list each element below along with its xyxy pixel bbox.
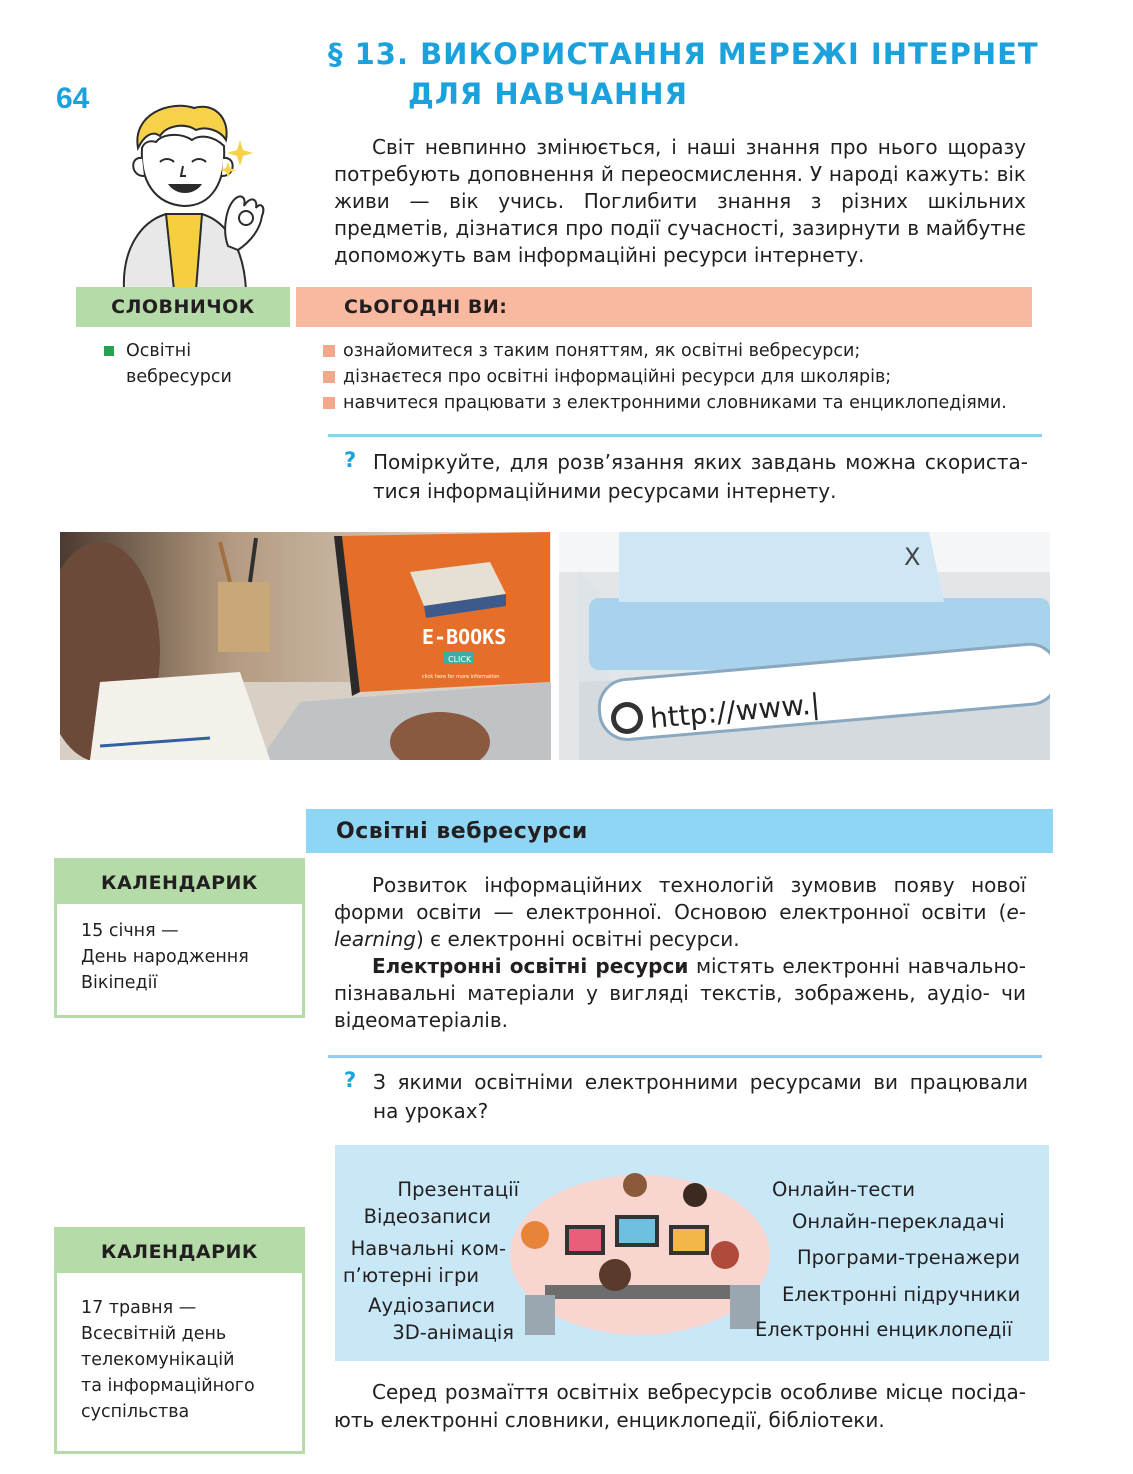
list-item: ознайомитеся з таким поняттям, як освітні вебресурси; xyxy=(323,338,1007,364)
glossary-item-line1: Освітні xyxy=(126,341,192,361)
glossary-item-line2: вебресурси xyxy=(126,367,232,387)
resource-label: Електронні енциклопедії xyxy=(755,1318,1013,1341)
resource-label: Відеозаписи xyxy=(363,1205,491,1228)
today-list xyxy=(323,338,1007,416)
question-text: Поміркуйте, для розв’язання яких завдань можна скориста- тися інформаційними ресурсами інтернету. xyxy=(373,450,1028,503)
calendar-line: 17 травня — xyxy=(81,1298,197,1318)
calendar-line: суспільства xyxy=(81,1402,190,1422)
resource-label: Онлайн-перекладачі xyxy=(792,1210,1005,1233)
resource-label: Навчальні ком- xyxy=(350,1237,506,1260)
photo-laptop xyxy=(60,532,551,760)
title-line-2: ДЛЯ НАВЧАННЯ xyxy=(408,77,688,111)
calendar-line: Вікіпедії xyxy=(81,973,158,993)
closing-text: Серед розмаїття освітніх вебресурсів особливе місце посіда- ють електронні словники, енциклопедії, бібліотеки. xyxy=(334,1380,1026,1432)
resource-label: Презентації xyxy=(397,1178,519,1201)
resource-label: 3D-анімація xyxy=(392,1321,514,1344)
resource-label: Аудіозаписи xyxy=(368,1294,495,1317)
calendar-line: День народження xyxy=(81,947,249,967)
section-title: Освітні вебресурси xyxy=(306,809,1053,853)
calendar-line: та інформаційного xyxy=(81,1376,255,1396)
ebooks-click: CLICK xyxy=(448,655,472,664)
list-item: дізнаєтеся про освітні інформаційні ресурси для школярів; xyxy=(323,364,1007,390)
page-number: 64 xyxy=(56,82,90,115)
intro-paragraph xyxy=(334,134,1026,269)
bullet-square-icon xyxy=(104,346,114,356)
resource-label: Електронні підручники xyxy=(782,1283,1021,1306)
question-block-1 xyxy=(344,448,1028,506)
ebooks-small-text: click here for more information xyxy=(422,674,500,680)
section-body xyxy=(334,872,1026,1034)
calendar-header: КАЛЕНДАРИК xyxy=(57,1230,302,1273)
section-paragraph-1: Розвиток інформаційних технологій зумовив появу нової форми освіти — електронної. Основою електронної освіти (e-learning) є електронні освітні ресурси. xyxy=(334,873,1026,951)
question-block-2 xyxy=(344,1068,1028,1126)
glossary-list xyxy=(104,338,232,390)
question-mark-icon: ? xyxy=(344,448,357,472)
list-item: навчитеся працювати з електронними словниками та енциклопедіями. xyxy=(323,390,1007,416)
page-title xyxy=(328,34,1039,114)
glossary-header: СЛОВНИЧОК xyxy=(76,287,290,327)
title-line-1: § 13. ВИКОРИСТАННЯ МЕРЕЖІ ІНТЕРНЕТ xyxy=(328,37,1039,71)
calendar-text xyxy=(57,904,302,996)
url-text: http://www.| xyxy=(648,687,822,735)
bullet-square-icon xyxy=(323,397,335,409)
calendar-line: 15 січня — xyxy=(81,921,179,941)
calendar-box-2 xyxy=(54,1227,305,1454)
boy-illustration xyxy=(110,100,270,290)
closing-paragraph xyxy=(334,1378,1026,1434)
resources-diagram xyxy=(335,1145,1049,1361)
photo-browser xyxy=(559,532,1050,760)
section-paragraph-2: Електронні освітні ресурси містять електронні навчально-пізнавальні матеріали у вигляді текстів, зображень, аудіо- чи відеоматеріалів. xyxy=(334,954,1026,1032)
question-text: З якими освітніми електронними ресурсами ви працювали на уроках? xyxy=(373,1070,1028,1123)
question-mark-icon: ? xyxy=(344,1068,357,1092)
kids-computers-illustration xyxy=(505,1165,775,1345)
calendar-box-1 xyxy=(54,858,305,1018)
bullet-square-icon xyxy=(323,371,335,383)
calendar-line: телекомунікацій xyxy=(81,1350,235,1370)
resource-label: п’ютерні ігри xyxy=(342,1264,479,1287)
divider xyxy=(328,434,1042,437)
today-header: СЬОГОДНІ ВИ: xyxy=(296,287,1032,327)
divider xyxy=(328,1055,1042,1058)
calendar-header: КАЛЕНДАРИК xyxy=(57,861,302,904)
intro-text: Світ невпинно змінюється, і наші знання про нього щоразу потребують доповнення й переосмислення. У народі кажуть: вік живи — вік учись. Поглибити знання з різних шкільних предметів, дізнатися про події сучасності, зазирнути в майбутнє допоможуть вам інформаційні ресурси інтернету. xyxy=(334,135,1026,267)
resource-label: Програми-тренажери xyxy=(797,1246,1021,1269)
resource-label: Онлайн-тести xyxy=(772,1178,916,1201)
ebooks-title: E-BOOKS xyxy=(422,625,507,649)
calendar-text xyxy=(57,1273,302,1425)
calendar-line: Всесвітній день xyxy=(81,1324,227,1344)
glossary-item xyxy=(104,338,232,364)
bullet-square-icon xyxy=(323,345,335,357)
tab-close-icon: X xyxy=(904,543,921,571)
